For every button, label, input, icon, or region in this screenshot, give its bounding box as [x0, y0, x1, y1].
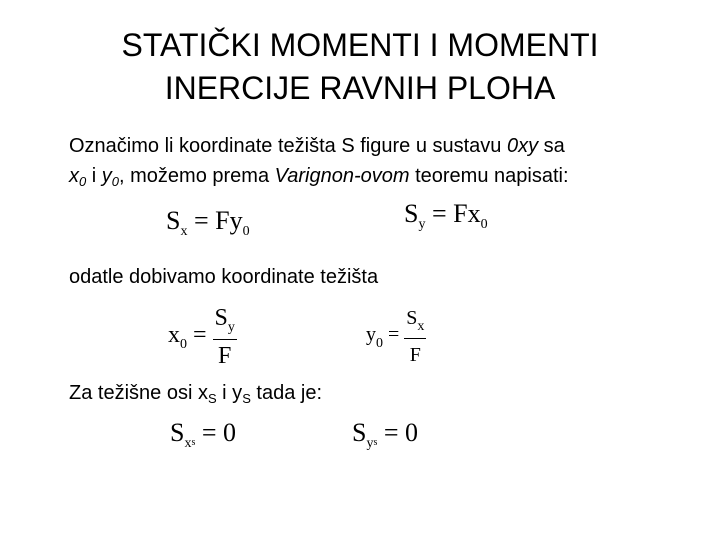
- title-line-1: STATIČKI MOMENTI I MOMENTI: [121, 27, 599, 63]
- coord-y: y: [101, 165, 112, 187]
- eq-subscript: 0: [480, 217, 488, 232]
- equation-x0: [168, 303, 237, 370]
- eq-subsubscript: s: [373, 437, 378, 448]
- intro-text: i: [86, 165, 102, 187]
- eq-subscript: 0: [376, 335, 383, 351]
- eq-subsubscript: s: [191, 437, 196, 448]
- equation-sxs: [170, 418, 237, 451]
- intro-text: Označimo li koordinate težišta S figure u sustavu: [69, 135, 507, 157]
- eq-rhs: = Fx: [425, 199, 481, 228]
- eq-symbol: S: [352, 418, 367, 447]
- intro-line-2: [69, 161, 569, 193]
- fraction-denominator: F: [218, 343, 232, 369]
- eq-symbol: S: [406, 307, 418, 329]
- eq-symbol: S: [404, 199, 419, 228]
- eq-symbol: S: [170, 418, 185, 447]
- eq-subscript: 0: [180, 337, 187, 353]
- eq-symbol: S: [214, 305, 228, 331]
- text-part: i y: [216, 382, 243, 404]
- fraction-denominator: F: [409, 344, 421, 366]
- equation-sx: [166, 206, 250, 239]
- intro-text: teoremu napisati:: [409, 165, 569, 187]
- equation-sys: [352, 418, 419, 451]
- axis-subscript: S: [207, 391, 217, 406]
- eq-subscript: 0: [242, 224, 250, 239]
- varignon-term: Varignon-ovom: [274, 165, 410, 187]
- text-centroidal-axes: [69, 378, 322, 410]
- page-title: [0, 24, 720, 110]
- fraction: [213, 303, 237, 370]
- eq-symbol: S: [166, 206, 181, 235]
- coordinate-system: 0xy: [507, 135, 539, 157]
- axis-subscript: S: [242, 391, 251, 406]
- equation-y0: [366, 303, 426, 369]
- intro-text: sa: [538, 135, 565, 157]
- fraction: [404, 303, 426, 369]
- eq-rhs: = 0: [377, 418, 419, 447]
- eq-subscript: x: [180, 224, 188, 239]
- eq-subscript: x: [184, 436, 192, 451]
- eq-subscript: x: [417, 319, 425, 334]
- text-part: tada je:: [250, 382, 323, 404]
- eq-equals: =: [187, 322, 213, 349]
- eq-symbol: x: [168, 322, 180, 349]
- coord-x: x: [69, 165, 79, 187]
- coord-x-sub: 0: [79, 174, 87, 189]
- title-line-2: INERCIJE RAVNIH PLOHA: [164, 70, 556, 106]
- eq-rhs: = 0: [195, 418, 237, 447]
- fraction-numerator: [404, 303, 426, 339]
- text-coordinates: odatle dobivamo koordinate težišta: [69, 266, 379, 288]
- eq-symbol: y: [366, 323, 376, 346]
- eq-equals: =: [383, 323, 405, 346]
- eq-rhs: = Fy: [187, 206, 243, 235]
- equation-sy: [404, 199, 488, 232]
- eq-subscript: y: [366, 436, 374, 451]
- intro-text: , možemo prema: [119, 165, 275, 187]
- text-part: Za težišne osi x: [69, 382, 208, 404]
- eq-subscript: y: [227, 320, 235, 335]
- fraction-numerator: [213, 303, 237, 340]
- intro-line-1: [69, 131, 565, 161]
- eq-subscript: y: [418, 217, 426, 232]
- coord-y-sub: 0: [111, 174, 120, 189]
